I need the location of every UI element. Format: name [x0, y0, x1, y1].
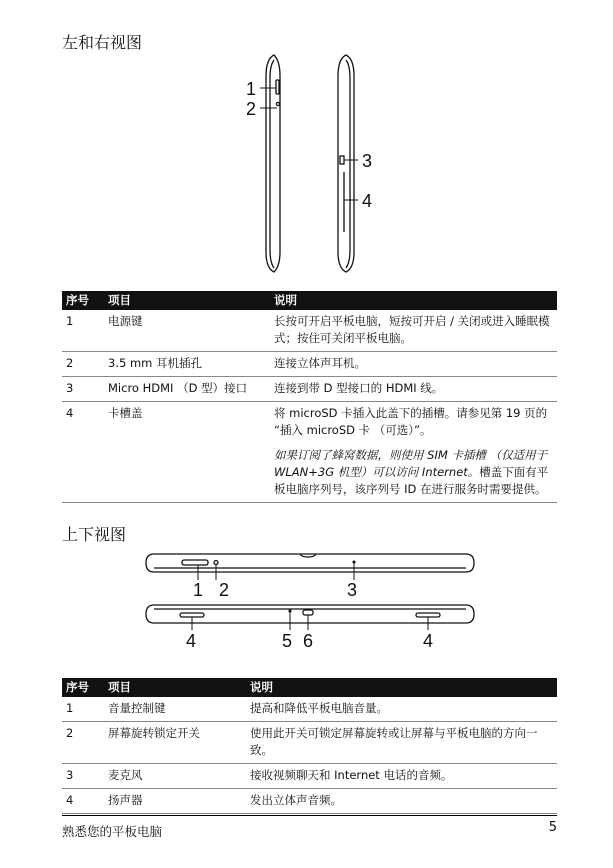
- row-no: 3: [62, 764, 104, 789]
- row-desc: [270, 402, 557, 503]
- header-item: 项目: [104, 291, 270, 310]
- row-item: 麦克风: [104, 764, 246, 789]
- row-desc: 提高和降低平板电脑音量。: [246, 697, 557, 722]
- row-no: 2: [62, 352, 104, 377]
- row-no: 3: [62, 377, 104, 402]
- row-desc: 发出立体声音频。: [246, 789, 557, 814]
- callout-4b: 4: [423, 631, 434, 650]
- row-item: 屏幕旋转锁定开关: [104, 722, 246, 764]
- callout-6: 6: [303, 631, 314, 650]
- row-desc-note: 槽盖下面有平板电脑序列号，该序列号 ID 在进行服务时需要提供。: [274, 465, 549, 496]
- bottom-view: [146, 605, 474, 623]
- row-item: 3.5 mm 耳机插孔: [104, 352, 270, 377]
- table-header-row: [62, 291, 557, 310]
- header-desc: 说明: [270, 291, 557, 310]
- callout-2: 2: [246, 99, 257, 119]
- row-item: 卡槽盖: [104, 402, 270, 503]
- callout-2: 2: [219, 580, 230, 600]
- row-no: 1: [62, 310, 104, 352]
- row-desc: 长按可开启平板电脑，短按可开启 / 关闭或进入睡眠模式；按住可关闭平板电脑。: [270, 310, 557, 352]
- footer-divider: [62, 815, 557, 816]
- table-row: [62, 352, 557, 377]
- side-views-figure: [230, 52, 390, 277]
- footer-chapter-title: 熟悉您的平板电脑: [62, 824, 163, 839]
- callout-3: 3: [347, 580, 358, 600]
- header-item: 项目: [104, 678, 246, 697]
- row-desc: 连接到带 D 型接口的 HDMI 线。: [270, 377, 557, 402]
- top-view: [146, 554, 474, 572]
- header-no: 序号: [62, 291, 104, 310]
- table-row: [62, 377, 557, 402]
- side-views-table: [62, 291, 557, 503]
- header-no: 序号: [62, 678, 104, 697]
- right-side-view: [338, 55, 354, 272]
- row-desc-main: 将 microSD 卡插入此盖下的插槽。请参见第 19 页的 “插入 microSD 卡 （可选）”。: [274, 406, 548, 437]
- callout-4: 4: [362, 191, 373, 211]
- top-bottom-views-figure: [140, 550, 480, 650]
- row-no: 2: [62, 722, 104, 764]
- row-desc: 连接立体声耳机。: [270, 352, 557, 377]
- row-desc: 接收视频聊天和 Internet 电话的音频。: [246, 764, 557, 789]
- table-row: [62, 310, 557, 352]
- top-bottom-views-table: [62, 678, 557, 814]
- row-item: Micro HDMI （D 型）接口: [104, 377, 270, 402]
- header-desc: 说明: [246, 678, 557, 697]
- table-header-row: [62, 678, 557, 697]
- callout-3: 3: [362, 151, 373, 171]
- row-no: 4: [62, 402, 104, 503]
- callout-4: 4: [186, 631, 197, 650]
- row-no: 4: [62, 789, 104, 814]
- table-row: [62, 697, 557, 722]
- row-item: 音量控制键: [104, 697, 246, 722]
- row-desc-note-italic: 如果订阅了蜂窝数据，则使用 SIM 卡插槽 （仅适用于 WLAN+3G 机型）可以访问 Internet。: [274, 448, 548, 479]
- table-row: [62, 764, 557, 789]
- callout-5: 5: [282, 631, 293, 650]
- page-number: 5: [548, 820, 557, 835]
- section-title-top-bottom-views: 上下视图: [62, 525, 127, 544]
- row-desc: 使用此开关可锁定屏幕旋转或让屏幕与平板电脑的方向一致。: [246, 722, 557, 764]
- row-no: 1: [62, 697, 104, 722]
- table-row: [62, 789, 557, 814]
- row-item: 电源键: [104, 310, 270, 352]
- table-row: [62, 722, 557, 764]
- table-row: [62, 402, 557, 503]
- section-title-side-views: 左和右视图: [62, 33, 143, 52]
- callout-1: 1: [246, 79, 257, 99]
- row-item: 扬声器: [104, 789, 246, 814]
- callout-1: 1: [193, 580, 204, 600]
